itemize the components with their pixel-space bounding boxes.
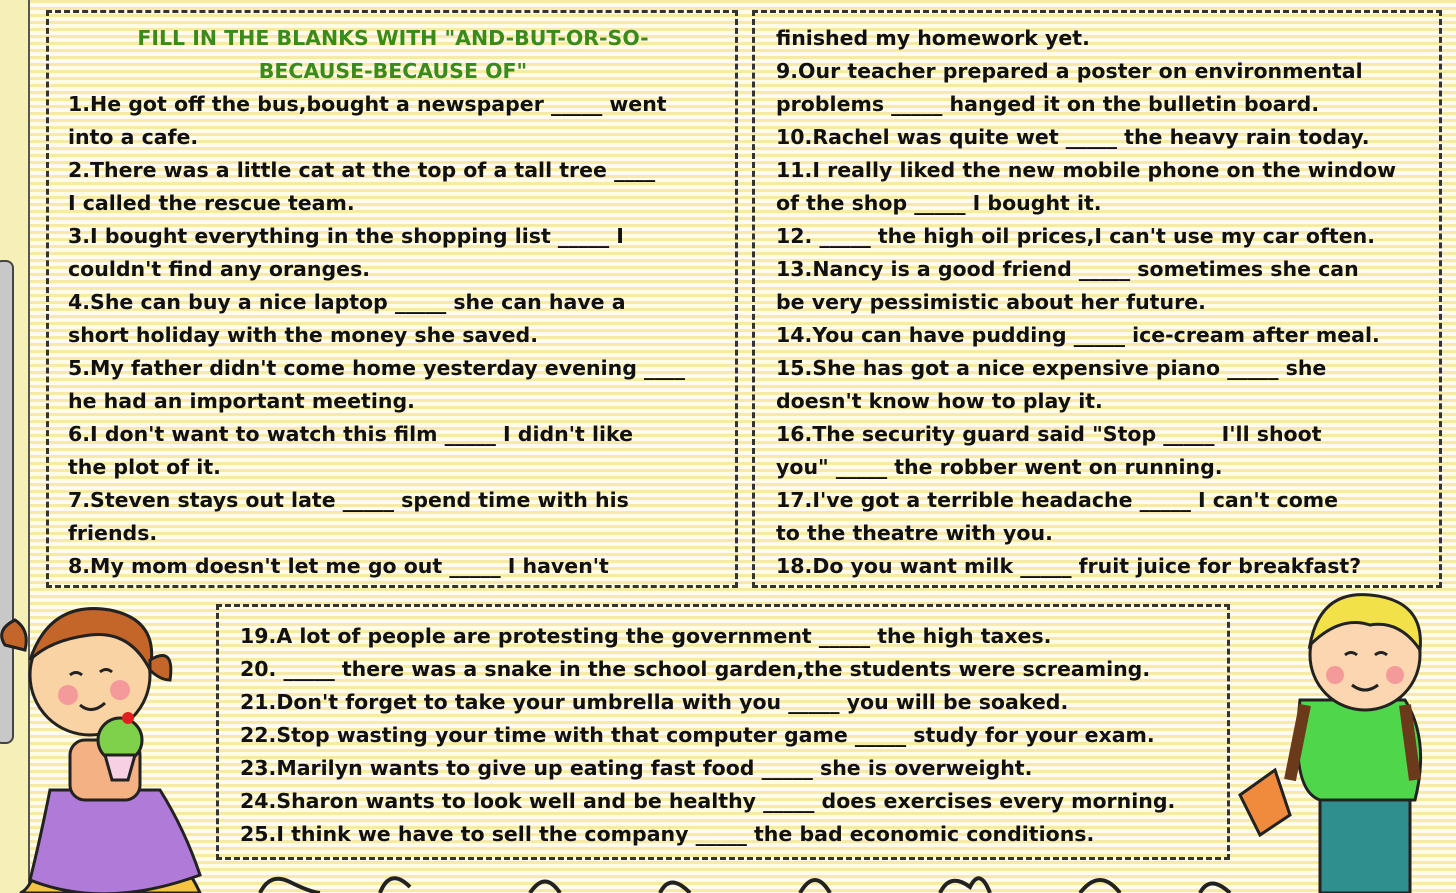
exercise-line: of the shop _____ I bought it. xyxy=(776,191,1102,215)
exercise-line: 1.He got off the bus,bought a newspaper _____ went xyxy=(68,92,667,116)
exercise-line: 11.I really liked the new mobile phone on the window xyxy=(776,158,1397,182)
exercise-line: friends. xyxy=(68,521,158,545)
bottom-column xyxy=(240,620,1220,851)
exercise-line: 13.Nancy is a good friend _____ sometimes she can xyxy=(776,257,1359,281)
exercise-line: 7.Steven stays out late _____ spend time with his xyxy=(68,488,629,512)
exercise-line: you" _____ the robber went on running. xyxy=(776,455,1223,479)
exercise-line: 23.Marilyn wants to give up eating fast food _____ she is overweight. xyxy=(240,756,1033,780)
girl-clipart xyxy=(0,590,210,893)
exercise-line: 2.There was a little cat at the top of a tall tree ____ xyxy=(68,158,656,182)
exercise-line: 15.She has got a nice expensive piano _____ she xyxy=(776,356,1327,380)
exercise-line: I called the rescue team. xyxy=(68,191,355,215)
exercise-line: 6.I don't want to watch this film _____ I didn't like xyxy=(68,422,634,446)
exercise-line: 16.The security guard said "Stop _____ I'll shoot xyxy=(776,422,1322,446)
exercise-line: 9.Our teacher prepared a poster on environmental xyxy=(776,59,1363,83)
exercise-line: 24.Sharon wants to look well and be healthy _____ does exercises every morning. xyxy=(240,789,1176,813)
exercise-line: 20. _____ there was a snake in the school garden,the students were screaming. xyxy=(240,657,1151,681)
right-column xyxy=(776,22,1416,583)
exercise-line: 17.I've got a terrible headache _____ I can't come xyxy=(776,488,1339,512)
exercise-line: short holiday with the money she saved. xyxy=(68,323,539,347)
exercise-line: into a cafe. xyxy=(68,125,199,149)
exercise-line: be very pessimistic about her future. xyxy=(776,290,1206,314)
exercise-line: 14.You can have pudding _____ ice-cream after meal. xyxy=(776,323,1380,347)
decorative-border xyxy=(200,862,1260,893)
worksheet-title-line-2: BECAUSE-BECAUSE OF" xyxy=(258,59,528,83)
exercise-line: 3.I bought everything in the shopping list _____ I xyxy=(68,224,624,248)
exercise-line: 18.Do you want milk _____ fruit juice for breakfast? xyxy=(776,554,1362,578)
exercise-line: 5.My father didn't come home yesterday evening ____ xyxy=(68,356,686,380)
exercise-line: couldn't find any oranges. xyxy=(68,257,371,281)
boy-clipart xyxy=(1230,590,1456,893)
exercise-line: the plot of it. xyxy=(68,455,221,479)
exercise-line: 19.A lot of people are protesting the government _____ the high taxes. xyxy=(240,624,1052,648)
exercise-line: 12. _____ the high oil prices,I can't use my car often. xyxy=(776,224,1376,248)
worksheet-title-line-1: FILL IN THE BLANKS WITH "AND-BUT-OR-SO- xyxy=(137,26,649,50)
exercise-line: 4.She can buy a nice laptop _____ she can have a xyxy=(68,290,626,314)
exercise-line: 22.Stop wasting your time with that computer game _____ study for your exam. xyxy=(240,723,1155,747)
exercise-line: he had an important meeting. xyxy=(68,389,415,413)
exercise-line: finished my homework yet. xyxy=(776,26,1090,50)
left-column xyxy=(68,22,718,583)
exercise-line: 21.Don't forget to take your umbrella with you _____ you will be soaked. xyxy=(240,690,1069,714)
exercise-line: 10.Rachel was quite wet _____ the heavy rain today. xyxy=(776,125,1370,149)
exercise-line: problems _____ hanged it on the bulletin board. xyxy=(776,92,1320,116)
exercise-line: to the theatre with you. xyxy=(776,521,1053,545)
exercise-line: 25.I think we have to sell the company _____ the bad economic conditions. xyxy=(240,822,1095,846)
exercise-line: doesn't know how to play it. xyxy=(776,389,1103,413)
exercise-line: 8.My mom doesn't let me go out _____ I haven't xyxy=(68,554,609,578)
